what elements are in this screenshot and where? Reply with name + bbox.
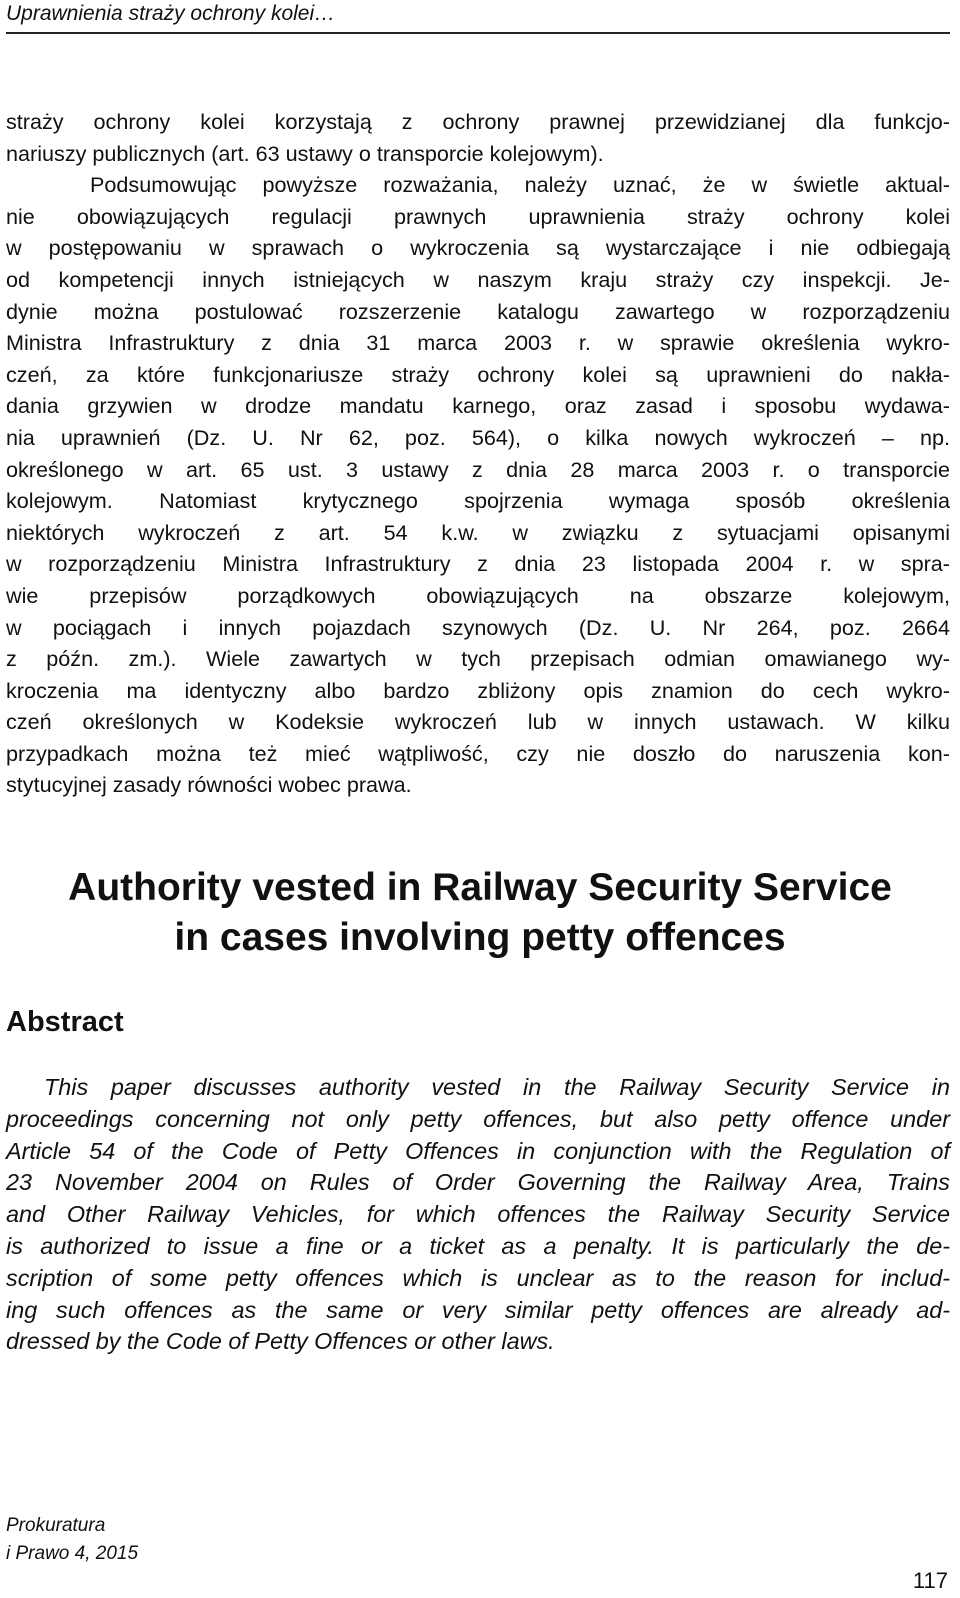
abstract-line: ing such offences as the same or very similar petty offences are already ad- (6, 1296, 950, 1323)
body-line: określonego w art. 65 ust. 3 ustawy z dnia 28 marca 2003 r. o transporcie (6, 456, 950, 482)
body-line: z późn. zm.). Wiele zawartych w tych przepisach odmian omawianego wy- (6, 646, 950, 672)
body-line: kolejowym. Natomiast krytycznego spojrzenia wymaga sposób określenia (6, 488, 950, 514)
body-line: nia uprawnień (Dz. U. Nr 62, poz. 564), o kilka nowych wykroczeń – np. (6, 424, 950, 450)
abstract-line: is authorized to issue a fine or a ticket as a penalty. It is particularly the de- (6, 1232, 950, 1259)
body-line: czeń określonych w Kodeksie wykroczeń lub w innych ustawach. W kilku (6, 709, 950, 735)
body-paragraph (6, 106, 950, 801)
body-line: w rozporządzeniu Ministra Infrastruktury z dnia 23 listopada 2004 r. w spra- (6, 551, 950, 577)
page-number: 117 (912, 1568, 948, 1593)
body-line: w pociągach i innych pojazdach szynowych (Dz. U. Nr 264, poz. 2664 (6, 614, 950, 640)
body-line: nie obowiązujących regulacji prawnych uprawnienia straży ochrony kolei (6, 203, 950, 229)
body-line: dania grzywien w drodze mandatu karnego, oraz zasad i sposobu wydawa- (6, 393, 950, 419)
abstract-heading: Abstract (6, 1006, 124, 1038)
body-line: dynie można postulować rozszerzenie katalogu zawartego w rozporządzeniu (6, 298, 950, 324)
body-line: w postępowaniu w sprawach o wykroczenia są wystarczające i nie odbiegają (6, 235, 950, 261)
abstract-line: 23 November 2004 on Rules of Order Governing the Railway Area, Trains (6, 1169, 950, 1196)
running-header (6, 0, 950, 34)
body-line: Podsumowując powyższe rozważania, należy uznać, że w świetle aktual- (90, 172, 950, 198)
body-line: Ministra Infrastruktury z dnia 31 marca 2003 r. w sprawie określenia wykro- (6, 330, 950, 356)
abstract-line: Article 54 of the Code of Petty Offences in conjunction with the Regulation of (6, 1137, 950, 1164)
abstract-paragraph (6, 1072, 950, 1358)
body-line: czeń, za które funkcjonariusze straży ochrony kolei są uprawnieni do nakła- (6, 361, 950, 387)
abstract-line: proceedings concerning not only petty offences, but also petty offence under (6, 1105, 950, 1132)
body-line: wie przepisów porządkowych obowiązujących na obszarze kolejowym, (6, 582, 950, 608)
journal-footer (6, 1512, 138, 1568)
title-line-1: Authority vested in Railway Security Service (68, 866, 892, 909)
body-line: straży ochrony kolei korzystają z ochrony prawnej przewidzianej dla funkcjo- (6, 109, 950, 134)
abstract-line: This paper discusses authority vested in the Railway Security Service in (44, 1074, 950, 1100)
article-title (0, 863, 960, 963)
journal-name: Prokuratura (6, 1515, 106, 1536)
abstract-line: and Other Railway Vehicles, for which offences the Railway Security Service (6, 1201, 950, 1228)
body-line: nariuszy publicznych (art. 63 ustawy o transporcie kolejowym). (6, 140, 604, 166)
title-line-2: in cases involving petty offences (174, 916, 786, 959)
abstract-line: scription of some petty offences which is unclear as to the reason for includ- (6, 1264, 950, 1291)
body-line: od kompetencji innych istniejących w naszym kraju straży czy inspekcji. Je- (6, 266, 950, 292)
body-line: przypadkach można też mieć wątpliwość, czy nie doszło do naruszenia kon- (6, 740, 950, 766)
body-line: niektórych wykroczeń z art. 54 k.w. w związku z sytuacjami opisanymi (6, 519, 950, 545)
running-title: Uprawnienia straży ochrony kolei… (6, 2, 336, 25)
journal-issue: i Prawo 4, 2015 (6, 1543, 139, 1564)
body-line: kroczenia ma identyczny albo bardzo zbliżony opis znamion do cech wykro- (6, 677, 950, 703)
abstract-line: dressed by the Code of Petty Offences or other laws. (6, 1328, 555, 1355)
body-line: stytucyjnej zasady równości wobec prawa. (6, 772, 412, 798)
